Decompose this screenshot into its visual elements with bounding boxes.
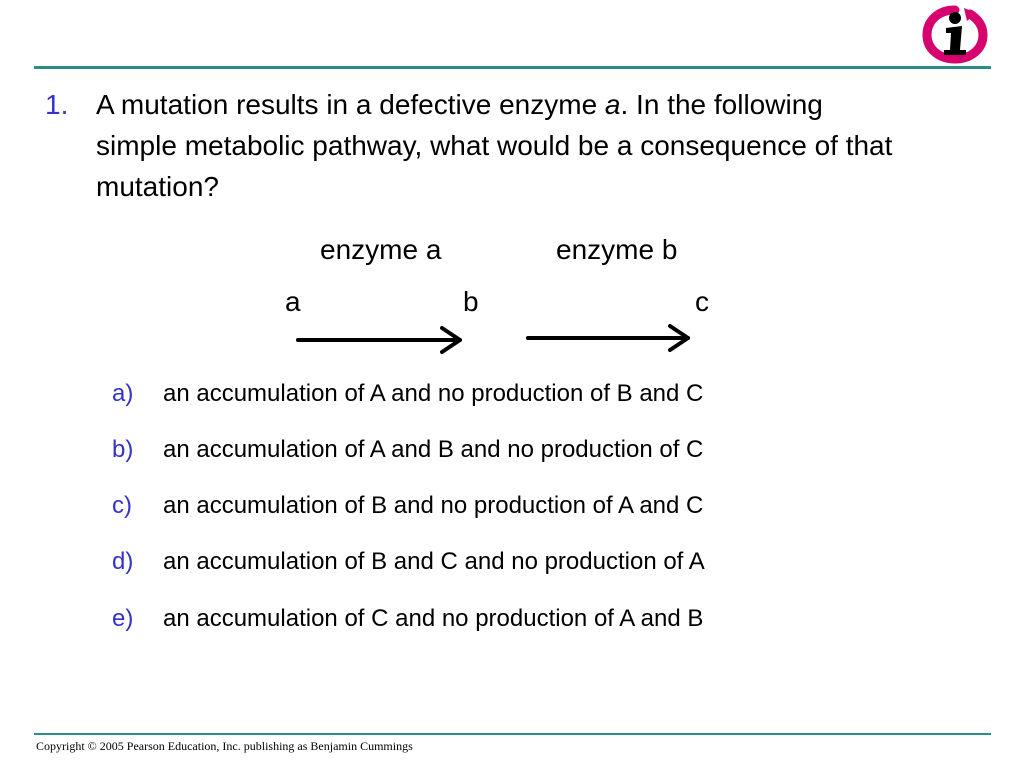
- option-d-text: an accumulation of B and C and no production of A: [163, 548, 705, 575]
- question-text: [96, 84, 896, 207]
- option-a-text: an accumulation of A and no production of B and C: [163, 380, 704, 407]
- enzyme-b-label: enzyme b: [556, 234, 678, 265]
- question-text-end: . In the following simple metabolic pathway, what would be a consequence of that mutation?: [96, 89, 893, 202]
- substrate-c-label: c: [695, 286, 709, 317]
- substrate-b-label: b: [463, 286, 479, 317]
- option-b-letter: b): [112, 436, 134, 463]
- option-e-text: an accumulation of C and no production of A and B: [163, 605, 704, 632]
- option-e-letter: e): [112, 605, 134, 632]
- substrate-a-label: a: [285, 286, 301, 317]
- pathway-arrows: [290, 318, 710, 358]
- enzyme-a-label: enzyme a: [320, 234, 442, 265]
- option-a-letter: a): [112, 380, 134, 407]
- question-text-italic: a: [604, 89, 621, 120]
- option-b-text: an accumulation of A and B and no production of C: [163, 436, 704, 463]
- option-c-text: an accumulation of B and no production of A and C: [163, 492, 704, 519]
- info-i-logo-icon: [922, 4, 988, 64]
- question-number: 1.: [45, 89, 69, 120]
- option-d-letter: d): [112, 548, 134, 575]
- copyright-text: Copyright © 2005 Pearson Education, Inc. publishing as Benjamin Cummings: [36, 739, 413, 753]
- footer-divider: [34, 733, 991, 735]
- arrow-a-to-b: [298, 328, 460, 352]
- header-divider: [34, 66, 991, 69]
- arrow-b-to-c: [528, 326, 688, 350]
- option-c-letter: c): [112, 492, 132, 519]
- question-text-start: A mutation results in a defective enzyme: [96, 89, 605, 120]
